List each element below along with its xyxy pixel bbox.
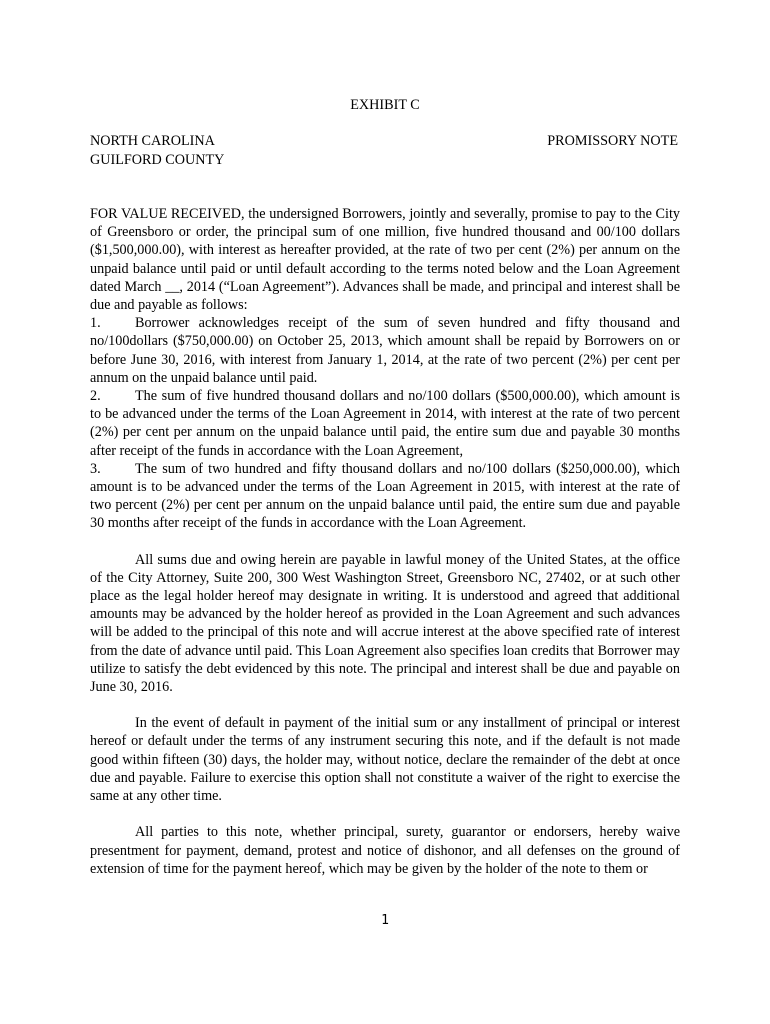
note-type-label: PROMISSORY NOTE (547, 133, 678, 149)
item-number: 1. (90, 315, 101, 332)
county-name: GUILFORD COUNTY (90, 151, 225, 168)
item-number: 3. (90, 460, 101, 477)
item-text: The sum of five hundred thousand dollars and no/100 dollars ($500,000.00), which amount is to be advanced under the terms of the Loan Agreement in 2014, with interest at the rate of two percent (2%) per cent per annum on the unpaid balance until paid, the entire sum due and payable 30 months after receipt of the funds in accordance with the Loan Agreement, (90, 388, 680, 459)
state-name: NORTH CAROLINA (90, 133, 215, 149)
item-text: Borrower acknowledges receipt of the sum of seven hundred and fifty thousand and no/100dollars ($750,000.00) on October 25, 2013, which amount shall be repaid by Borrowers on or before June 30, 2016, with interest from January 1, 2014, at the rate of two percent (2%) per cent per annum on the unpaid balance until paid. (90, 315, 680, 386)
exhibit-title: EXHIBIT C (350, 97, 420, 113)
page-number: 1 (381, 913, 389, 928)
jurisdiction-block (90, 132, 224, 169)
payment-terms-paragraph: All sums due and owing herein are payable in lawful money of the United States, at the office of the City Attorney, Suite 200, 300 West Washington Street, Greensboro NC, 27402, or at such other place as the legal holder hereof may designate in writing. It is understood and agreed that additional amounts may be advanced by the holder hereof as provided in the Loan Agreement and such advances will be added to the principal of this note and will accrue interest at the above specified rate of interest from the date of advance until paid. This Loan Agreement also specifies loan credits that Borrower may utilize to satisfy the debt evidenced by this note. The principal and interest shall be due and payable on June 30, 2016. (90, 551, 680, 696)
waiver-paragraph: All parties to this note, whether principal, surety, guarantor or endorsers, hereby waive presentment for payment, demand, protest and notice of dishonor, and all defenses on the ground of extension of time for the payment hereof, which may be given by the holder of the note to them or (90, 824, 680, 877)
intro-paragraph: FOR VALUE RECEIVED, the undersigned Borrowers, jointly and severally, promise to pay to the City of Greensboro or order, the principal sum of one million, five hundred thousand and 00/100 dollars ($1,500,000.00), with interest as hereafter provided, at the rate of two per cent (2%) per annum on the unpaid balance until paid or until default according to the terms noted below and the Loan Agreement dated March __, 2014 (“Loan Agreement”). Advances shall be made, and principal and interest shall be due and payable as follows: (90, 206, 680, 314)
item-number: 2. (90, 388, 101, 405)
item-text: The sum of two hundred and fifty thousand dollars and no/100 dollars ($250,000.00), which amount is to be advanced under the terms of the Loan Agreement in 2015, with interest at the rate of two percent (2%) per cent per annum on the unpaid balance until paid, the entire sum due and payable 30 months after receipt of the funds in accordance with the Loan Agreement. (90, 460, 680, 532)
header-row (90, 132, 680, 169)
default-paragraph: In the event of default in payment of the initial sum or any installment of principal or interest hereof or default under the terms of any instrument securing this note, and if the default is not made good within fifteen (30) days, the holder may, without notice, declare the remainder of the debt at once due and payable. Failure to exercise this option shall not constitute a waiver of the right to exercise the same at any other time. (90, 715, 680, 805)
list-item (90, 314, 680, 387)
list-item (90, 460, 680, 533)
list-item (90, 387, 680, 460)
document-body (90, 205, 680, 878)
